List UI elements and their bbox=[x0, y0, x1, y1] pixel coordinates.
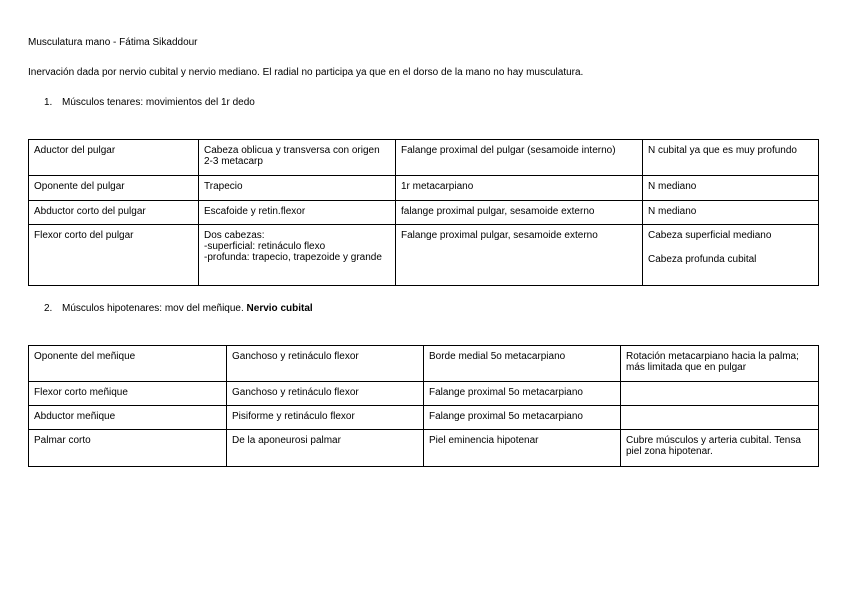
table-cell bbox=[643, 225, 819, 286]
table-cell: Cabeza oblicua y transversa con origen 2-3 metacarp bbox=[199, 140, 396, 176]
cell-line: Cabeza superficial mediano bbox=[648, 230, 772, 241]
section2-number: 2. bbox=[44, 303, 53, 314]
table-cell: Abductor corto del pulgar bbox=[29, 201, 199, 225]
table-cell: De la aponeurosi palmar bbox=[227, 430, 424, 467]
section1-heading bbox=[44, 97, 255, 108]
section2-title-bold: Nervio cubital bbox=[246, 303, 313, 314]
table-cell: Palmar corto bbox=[29, 430, 227, 467]
section1-number: 1. bbox=[44, 97, 53, 108]
table-cell: Escafoide y retin.flexor bbox=[199, 201, 396, 225]
table-row bbox=[29, 176, 819, 201]
table-cell: N cubital ya que es muy profundo bbox=[643, 140, 819, 176]
table-cell: Abductor meñique bbox=[29, 406, 227, 430]
table-cell bbox=[621, 382, 819, 406]
table-cell bbox=[621, 406, 819, 430]
document-title: Musculatura mano - Fátima Sikaddour bbox=[28, 37, 198, 48]
table-cell: Falange proximal 5o metacarpiano bbox=[424, 406, 621, 430]
table-row bbox=[29, 140, 819, 176]
hipotenar-muscles-table bbox=[28, 345, 819, 467]
table-cell: Flexor corto meñique bbox=[29, 382, 227, 406]
section2-title: Músculos hipotenares: mov del meñique. bbox=[62, 303, 244, 314]
table-row bbox=[29, 406, 819, 430]
table-cell: Aductor del pulgar bbox=[29, 140, 199, 176]
table-row bbox=[29, 382, 819, 406]
table-cell: Oponente del pulgar bbox=[29, 176, 199, 201]
table-cell: Falange proximal del pulgar (sesamoide interno) bbox=[396, 140, 643, 176]
table-cell: Piel eminencia hipotenar bbox=[424, 430, 621, 467]
table-cell: Flexor corto del pulgar bbox=[29, 225, 199, 286]
table-cell: N mediano bbox=[643, 176, 819, 201]
table-cell: Cubre músculos y arteria cubital. Tensa piel zona hipotenar. bbox=[621, 430, 819, 467]
table-cell: Trapecio bbox=[199, 176, 396, 201]
intro-paragraph: Inervación dada por nervio cubital y nervio mediano. El radial no participa ya que en el dorso de la mano no hay musculatura. bbox=[28, 67, 584, 78]
table-row bbox=[29, 346, 819, 382]
table-cell: Falange proximal pulgar, sesamoide externo bbox=[396, 225, 643, 286]
table-cell: Pisiforme y retináculo flexor bbox=[227, 406, 424, 430]
table-cell: Borde medial 5o metacarpiano bbox=[424, 346, 621, 382]
table-row bbox=[29, 201, 819, 225]
table-cell: N mediano bbox=[643, 201, 819, 225]
table-cell: Falange proximal 5o metacarpiano bbox=[424, 382, 621, 406]
table-cell: Ganchoso y retináculo flexor bbox=[227, 346, 424, 382]
cell-line: Cabeza profunda cubital bbox=[648, 254, 757, 265]
tenar-muscles-table bbox=[28, 139, 819, 286]
table-cell: Ganchoso y retináculo flexor bbox=[227, 382, 424, 406]
table-cell: Oponente del meñique bbox=[29, 346, 227, 382]
table-row bbox=[29, 225, 819, 286]
section2-heading bbox=[44, 303, 313, 314]
table-cell: 1r metacarpiano bbox=[396, 176, 643, 201]
section1-title: Músculos tenares: movimientos del 1r dedo bbox=[62, 97, 255, 108]
table-row bbox=[29, 430, 819, 467]
table-cell: falange proximal pulgar, sesamoide externo bbox=[396, 201, 643, 225]
table-cell: Rotación metacarpiano hacia la palma; más limitada que en pulgar bbox=[621, 346, 819, 382]
table-cell: Dos cabezas: -superficial: retináculo flexo -profunda: trapecio, trapezoide y grande bbox=[199, 225, 396, 286]
